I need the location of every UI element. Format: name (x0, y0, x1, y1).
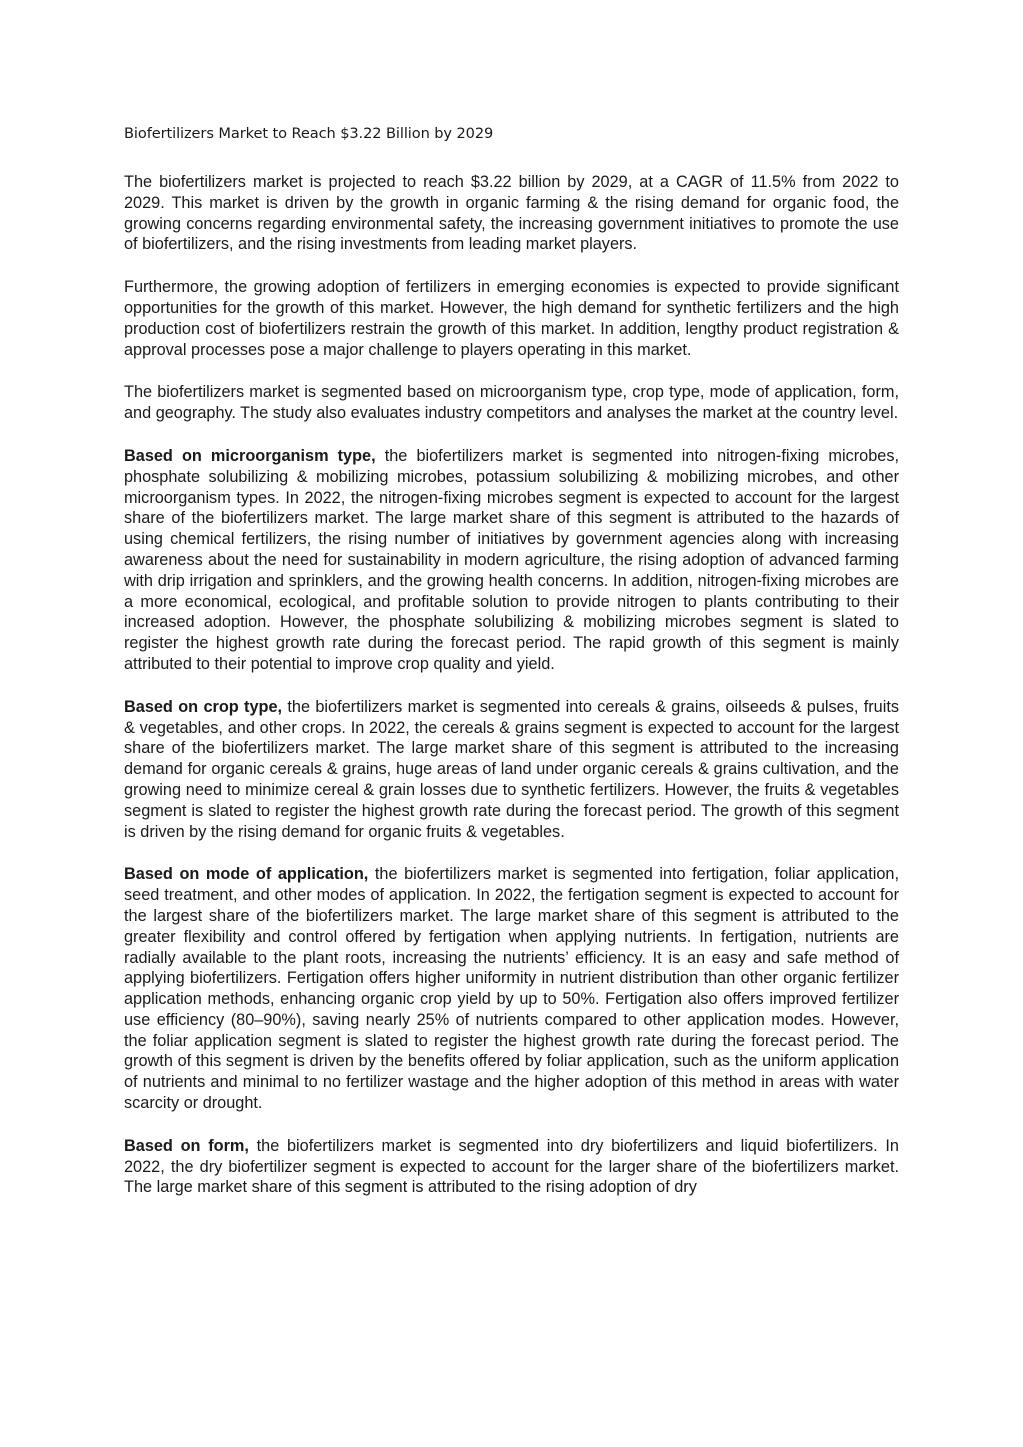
paragraph-text: the biofertilizers market is segmented into nitrogen-fixing microbes, phosphate solubilizing & mobilizing microbes, potassium solubilizing & mobilizing microbes, and other microorganism types. In 2022, the nitrogen-fixing microbes segment is expected to account for the largest share of the biofertilizers market. The large market share of this segment is attributed to the hazards of using chemical fertilizers, the rising number of initiatives by government agencies along with increasing awareness about the need for sustainability in modern agriculture, the rising adoption of advanced farming with drip irrigation and sprinklers, and the growing health concerns. In addition, nitrogen-fixing microbes are a more economical, ecological, and profitable solution to provide nitrogen to plants contributing to their increased adoption. However, the phosphate solubilizing & mobilizing microbes segment is slated to register the highest growth rate during the forecast period. The rapid growth of this segment is mainly attributed to their potential to improve crop quality and yield. (124, 446, 899, 673)
document-body (124, 124, 899, 1220)
paragraph-form (124, 1136, 899, 1198)
paragraph-microorganism-type (124, 446, 899, 675)
paragraph-intro (124, 172, 899, 255)
paragraph-segmentation (124, 382, 899, 424)
paragraph-opportunities (124, 277, 899, 360)
paragraph-text: the biofertilizers market is segmented into dry biofertilizers and liquid biofertilizers. In 2022, the dry biofertilizer segment is expected to account for the larger share of the biofertilizers market. The large market share of this segment is attributed to the rising adoption of dry (124, 1136, 899, 1197)
paragraph-text: The biofertilizers market is segmented based on microorganism type, crop type, mode of application, form, and geography. The study also evaluates industry competitors and analyses the market at the country level. (124, 383, 899, 423)
paragraph-text: Furthermore, the growing adoption of fertilizers in emerging economies is expected to provide significant opportunities for the growth of this market. However, the high demand for synthetic fertilizers and the high production cost of biofertilizers restrain the growth of this market. In addition, lengthy product registration & approval processes pose a major challenge to players operating in this market. (124, 278, 899, 359)
paragraph-text: the biofertilizers market is segmented into cereals & grains, oilseeds & pulses, fruits & vegetables, and other crops. In 2022, the cereals & grains segment is expected to account for the largest share of the biofertilizers market. The large market share of this segment is attributed to the increasing demand for organic cereals & grains, huge areas of land under organic cereals & grains cultivation, and the growing need to minimize cereal & grain losses due to synthetic fertilizers. However, the fruits & vegetables segment is slated to register the highest growth rate during the forecast period. The growth of this segment is driven by the rising demand for organic fruits & vegetables. (124, 697, 899, 841)
paragraph-lead: Based on microorganism type, (124, 446, 376, 465)
paragraph-mode-of-application (124, 864, 899, 1114)
paragraph-lead: Based on mode of application, (124, 865, 369, 884)
paragraph-crop-type (124, 697, 899, 843)
paragraph-text: the biofertilizers market is segmented into fertigation, foliar application, seed treatment, and other modes of application. In 2022, the fertigation segment is expected to account for the largest share of the biofertilizers market. The large market share of this segment is attributed to the greater flexibility and control offered by fertigation when applying nutrients. In fertigation, nutrients are radially available to the plant roots, increasing the nutrients’ efficiency. It is an easy and safe method of applying biofertilizers. Fertigation offers higher uniformity in nutrient distribution than other organic fertilizer application methods, enhancing organic crop yield by up to 50%. Fertigation also offers improved fertilizer use efficiency (80–90%), saving nearly 25% of nutrients compared to other application modes. However, the foliar application segment is slated to register the highest growth rate during the forecast period. The growth of this segment is driven by the benefits offered by foliar application, such as the uniform application of nutrients and minimal to no fertilizer wastage and the higher adoption of this method in areas with water scarcity or drought. (124, 865, 899, 1113)
paragraph-lead: Based on crop type, (124, 697, 283, 716)
document-title: Biofertilizers Market to Reach $3.22 Billion by 2029 (124, 125, 494, 142)
paragraph-text: The biofertilizers market is projected to reach $3.22 billion by 2029, at a CAGR of 11.5% from 2022 to 2029. This market is driven by the growth in organic farming & the rising demand for organic food, the growing concerns regarding environmental safety, the increasing government initiatives to promote the use of biofertilizers, and the rising investments from leading market players. (124, 173, 899, 254)
paragraph-lead: Based on form, (124, 1136, 249, 1155)
